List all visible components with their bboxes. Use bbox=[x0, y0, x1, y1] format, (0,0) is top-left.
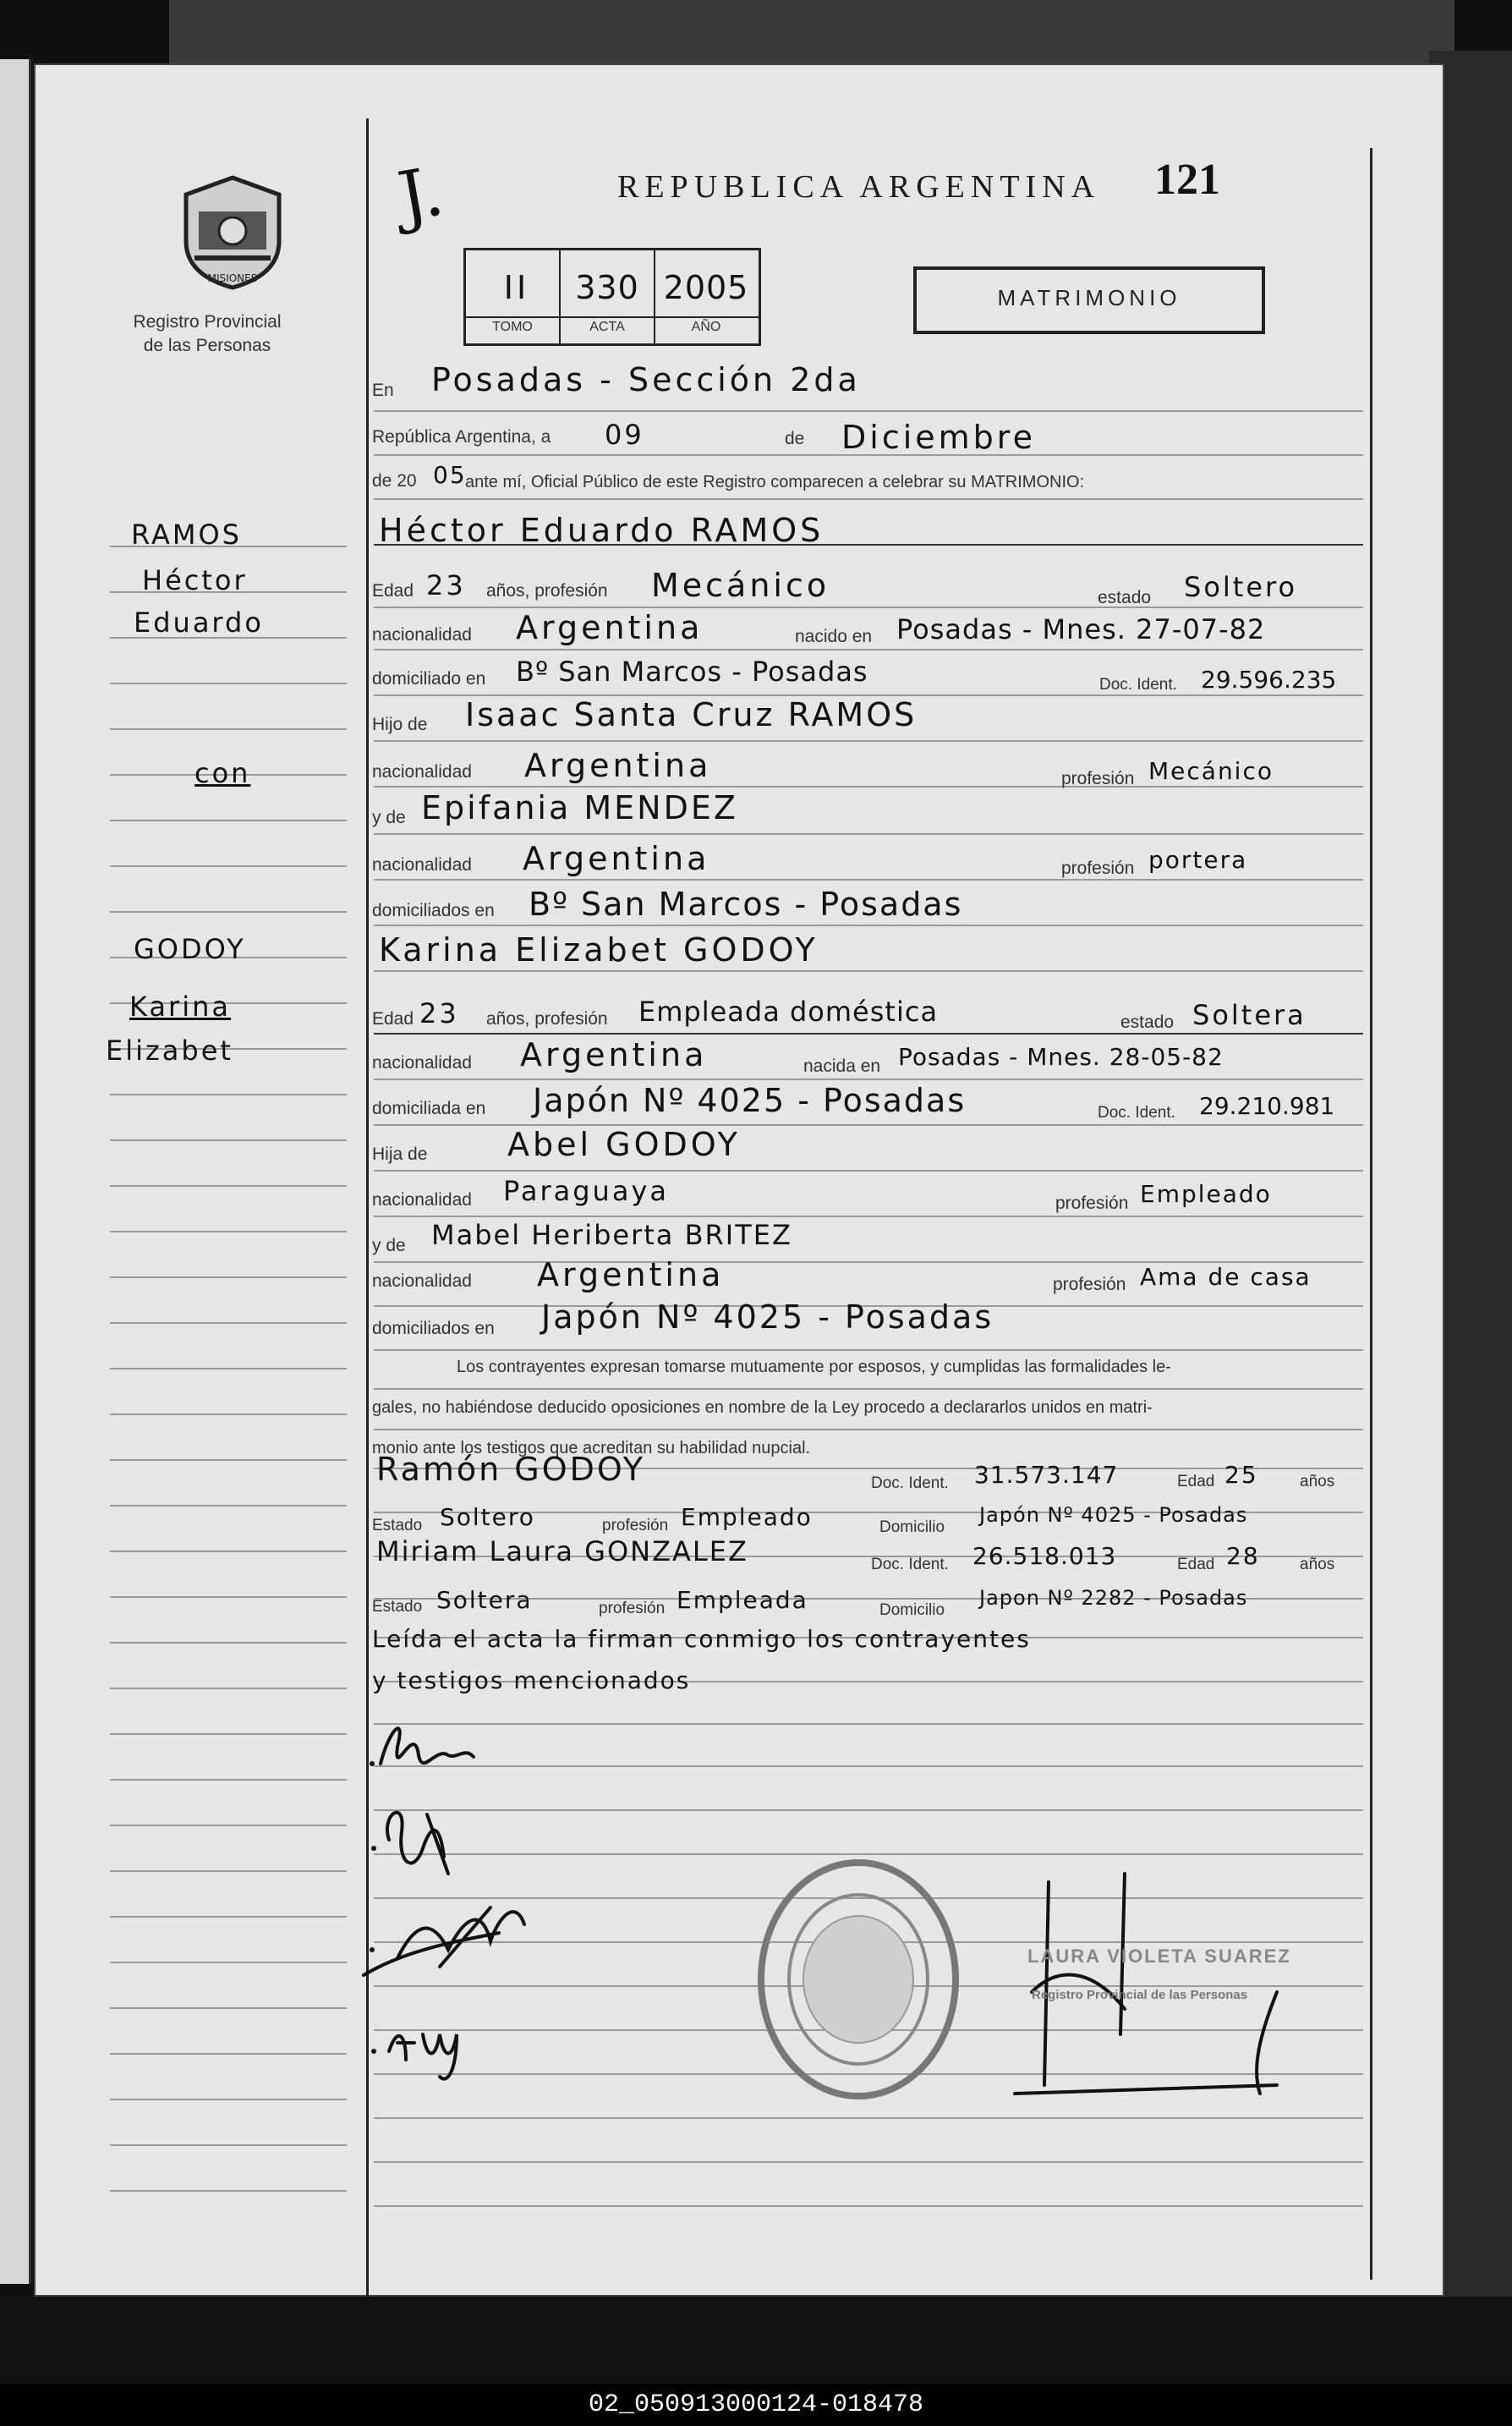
margin-groom-given-2: Eduardo bbox=[134, 606, 264, 639]
label-witness-2-anos: años bbox=[1300, 1556, 1335, 1573]
witness-1-age: 25 bbox=[1224, 1461, 1258, 1489]
label-witness-1-edad: Edad bbox=[1177, 1473, 1215, 1490]
bride-father: Abel GODOY bbox=[507, 1126, 741, 1163]
record-box bbox=[463, 248, 761, 346]
groom-doc-number: 29.596.235 bbox=[1201, 666, 1337, 694]
body-rule bbox=[374, 2161, 1363, 2163]
label-groom-parents-dom: domiciliados en bbox=[372, 901, 495, 920]
signatures-group bbox=[355, 1696, 643, 2094]
label-groom-father-nat: nacionalidad bbox=[372, 762, 472, 782]
witness-2-marital: Soltera bbox=[436, 1586, 533, 1614]
label-de-year: de 20 bbox=[372, 471, 417, 491]
label-witness-2-profesion: profesión bbox=[599, 1600, 666, 1617]
label-witness-2-estado: Estado bbox=[372, 1598, 423, 1616]
bride-mother: Mabel Heriberta BRITEZ bbox=[431, 1219, 792, 1251]
signature-2 bbox=[387, 1813, 448, 1874]
body-rule bbox=[374, 2205, 1363, 2207]
groom-marital-status: Soltero bbox=[1184, 571, 1298, 603]
margin-rule bbox=[110, 1139, 347, 1141]
bride-father-profession: Empleado bbox=[1140, 1180, 1272, 1208]
registry-name: Registro Provincial de las Personas bbox=[133, 312, 282, 355]
provincial-seal-icon bbox=[178, 173, 288, 292]
label-witness-1-profesion: profesión bbox=[602, 1517, 669, 1534]
intro-year-suffix: 05 bbox=[433, 461, 467, 489]
body-rule bbox=[374, 1033, 1363, 1035]
label-bride-nacida: nacida en bbox=[803, 1057, 881, 1076]
margin-rule bbox=[110, 1825, 347, 1826]
acta-value: 330 bbox=[575, 269, 639, 306]
label-bride-hija: Hija de bbox=[372, 1144, 428, 1164]
groom-age: 23 bbox=[426, 569, 466, 601]
margin-rule bbox=[110, 820, 347, 821]
label-groom-y-de: y de bbox=[372, 808, 406, 827]
witness-2-address: Japon Nº 2282 - Posadas bbox=[979, 1586, 1248, 1610]
margin-rule bbox=[110, 1688, 347, 1689]
margin-rule bbox=[110, 911, 347, 913]
label-bride-mother-nat: nacionalidad bbox=[372, 1271, 472, 1291]
bride-mother-profession: Ama de casa bbox=[1140, 1263, 1312, 1291]
margin-rule bbox=[110, 1459, 347, 1461]
groom-father-nationality: Argentina bbox=[524, 747, 712, 784]
margin-rule bbox=[110, 2007, 347, 2009]
body-rule bbox=[374, 410, 1363, 412]
body-rule bbox=[374, 649, 1363, 650]
witness-2-age: 28 bbox=[1226, 1542, 1260, 1570]
footer-caption: 02_050913000124-018478 bbox=[0, 2384, 1512, 2426]
margin-groom-given-1: Héctor bbox=[142, 564, 248, 596]
groom-address: Bº San Marcos - Posadas bbox=[516, 656, 868, 688]
ano-value: 2005 bbox=[663, 269, 749, 306]
groom-nationality: Argentina bbox=[516, 609, 704, 646]
ano-label: AÑO bbox=[691, 320, 721, 334]
label-witness-1-doc: Doc. Ident. bbox=[871, 1474, 949, 1492]
seal-word: MISIONES bbox=[207, 272, 258, 284]
body-rule bbox=[374, 498, 1363, 500]
groom-father-profession: Mecánico bbox=[1148, 757, 1274, 785]
acta-label: ACTA bbox=[589, 320, 625, 334]
bride-father-nationality: Paraguaya bbox=[503, 1175, 669, 1207]
margin-rule bbox=[110, 1733, 347, 1735]
margin-rule bbox=[110, 1642, 347, 1644]
declaration-line-3: monio ante los testigos que acreditan su habilidad nupcial. bbox=[372, 1439, 811, 1457]
groom-profession: Mecánico bbox=[651, 567, 830, 604]
bride-age: 23 bbox=[419, 997, 459, 1029]
margin-rule bbox=[110, 2190, 347, 2192]
bride-address: Japón Nº 4025 - Posadas bbox=[533, 1082, 967, 1119]
groom-mother-nationality: Argentina bbox=[523, 840, 710, 877]
margin-rule bbox=[110, 1916, 347, 1918]
witness-1-marital: Soltero bbox=[440, 1503, 535, 1531]
label-witness-2-edad: Edad bbox=[1177, 1556, 1215, 1573]
margin-rule bbox=[110, 1094, 347, 1095]
signature-3 bbox=[364, 1907, 524, 1975]
right-border bbox=[1370, 148, 1372, 2280]
body-rule bbox=[374, 879, 1363, 881]
intro-day: 09 bbox=[605, 419, 644, 451]
label-witness-1-domicilio: Domicilio bbox=[879, 1518, 945, 1536]
label-groom-domiciliado: domiciliado en bbox=[372, 669, 486, 689]
official-stamp-name: LAURA VIOLETA SUAREZ bbox=[1027, 1946, 1291, 1967]
left-page-edge bbox=[0, 59, 31, 2284]
margin-connector: con bbox=[194, 757, 251, 789]
margin-rule bbox=[110, 1962, 347, 1963]
groom-mother-profession: portera bbox=[1148, 846, 1248, 874]
label-bride-domiciliada: domiciliada en bbox=[372, 1099, 486, 1118]
bride-birth: Posadas - Mnes. 28-05-82 bbox=[898, 1043, 1224, 1071]
label-bride-edad: Edad bbox=[372, 1009, 414, 1029]
label-bride-nacionalidad: nacionalidad bbox=[372, 1053, 472, 1073]
initial-mark: J. bbox=[392, 151, 449, 237]
body-rule bbox=[374, 1429, 1363, 1430]
label-groom-nacionalidad: nacionalidad bbox=[372, 625, 472, 645]
label-witness-1-estado: Estado bbox=[372, 1517, 423, 1534]
body-rule bbox=[374, 1079, 1363, 1080]
label-de: de bbox=[785, 429, 805, 448]
witness-2-profession: Empleada bbox=[677, 1586, 808, 1614]
bride-doc-number: 29.210.981 bbox=[1199, 1092, 1335, 1120]
body-rule bbox=[374, 970, 1363, 972]
margin-rule bbox=[110, 865, 347, 867]
groom-mother: Epifania MENDEZ bbox=[421, 789, 738, 826]
label-republica: República Argentina, a bbox=[372, 427, 551, 447]
label-bride-doc: Doc. Ident. bbox=[1098, 1104, 1175, 1122]
groom-birth: Posadas - Mnes. 27-07-82 bbox=[896, 613, 1266, 645]
register-page bbox=[34, 63, 1444, 2297]
document-type-box bbox=[913, 266, 1265, 334]
margin-groom-surname: RAMOS bbox=[131, 519, 242, 551]
tomo-value: II bbox=[503, 269, 530, 306]
witness-1-profession: Empleado bbox=[681, 1503, 813, 1531]
margin-rule bbox=[110, 1231, 347, 1232]
label-groom-father-prof: profesión bbox=[1061, 769, 1135, 788]
margin-rule bbox=[110, 1505, 347, 1507]
groom-full-name: Héctor Eduardo RAMOS bbox=[379, 512, 824, 549]
bride-profession: Empleada doméstica bbox=[638, 996, 939, 1028]
intro-month: Diciembre bbox=[841, 419, 1036, 456]
witness-2-doc: 26.518.013 bbox=[972, 1542, 1117, 1570]
margin-rule bbox=[110, 2144, 347, 2146]
body-rule bbox=[374, 925, 1363, 926]
body-rule bbox=[374, 1216, 1363, 1217]
closing-line-2: y testigos mencionados bbox=[372, 1666, 691, 1694]
margin-rule bbox=[110, 1870, 347, 1872]
label-bride-father-prof: profesión bbox=[1055, 1194, 1129, 1213]
margin-rule bbox=[110, 683, 347, 684]
label-groom-nacido: nacido en bbox=[795, 627, 873, 646]
witness-1-name: Ramón GODOY bbox=[376, 1451, 645, 1488]
official-stamp-role: Registro Provincial de las Personas bbox=[1032, 1988, 1248, 2002]
body-rule bbox=[374, 1349, 1363, 1351]
label-groom-hijo: Hijo de bbox=[372, 715, 428, 734]
margin-rule bbox=[110, 2099, 347, 2100]
label-witness-2-domicilio: Domicilio bbox=[879, 1601, 945, 1619]
label-ante: ante mí, Oficial Público de este Registro comparecen a celebrar su MATRIMONIO: bbox=[465, 473, 1085, 491]
bride-parents-address: Japón Nº 4025 - Posadas bbox=[541, 1298, 994, 1336]
bride-mother-nationality: Argentina bbox=[537, 1256, 725, 1293]
margin-rule bbox=[110, 1551, 347, 1552]
label-groom-anos: años, profesión bbox=[486, 581, 608, 601]
margin-rule bbox=[110, 1185, 347, 1187]
body-rule bbox=[374, 1388, 1363, 1390]
declaration-line-2: gales, no habiéndose deducido oposiciones en nombre de la Ley procedo a declararlos unidos en matri- bbox=[372, 1398, 1153, 1417]
tomo-label: TOMO bbox=[492, 320, 533, 334]
page-number: 121 bbox=[1154, 156, 1220, 204]
groom-parents-address: Bº San Marcos - Posadas bbox=[529, 886, 963, 923]
margin-rule bbox=[110, 1368, 347, 1369]
label-bride-father-nat: nacionalidad bbox=[372, 1190, 472, 1210]
bottom-scan-edge bbox=[0, 2297, 1512, 2381]
margin-rule bbox=[110, 1276, 347, 1278]
body-rule bbox=[374, 1170, 1363, 1172]
label-witness-1-anos: años bbox=[1300, 1473, 1335, 1490]
body-rule bbox=[374, 833, 1363, 835]
witness-1-address: Japón Nº 4025 - Posadas bbox=[979, 1503, 1248, 1527]
label-bride-estado: estado bbox=[1120, 1013, 1175, 1032]
witness-1-doc: 31.573.147 bbox=[974, 1461, 1119, 1489]
margin-rule bbox=[110, 1413, 347, 1415]
label-groom-doc: Doc. Ident. bbox=[1099, 676, 1177, 694]
label-groom-edad: Edad bbox=[372, 581, 414, 601]
label-bride-y-de: y de bbox=[372, 1236, 406, 1255]
label-witness-2-doc: Doc. Ident. bbox=[871, 1556, 949, 1573]
bride-full-name: Karina Elizabet GODOY bbox=[379, 931, 819, 969]
margin-rule bbox=[110, 1322, 347, 1324]
document-type: MATRIMONIO bbox=[997, 285, 1181, 310]
label-bride-mother-prof: profesión bbox=[1053, 1275, 1126, 1294]
bride-nationality: Argentina bbox=[520, 1036, 708, 1073]
witness-2-name: Miriam Laura GONZALEZ bbox=[376, 1535, 748, 1567]
label-en: En bbox=[372, 381, 394, 400]
body-rule bbox=[374, 740, 1363, 742]
official-seal-icon bbox=[748, 1852, 968, 2106]
signature-1 bbox=[381, 1728, 474, 1764]
margin-bride-given-1: Karina bbox=[129, 991, 231, 1023]
label-groom-mother-nat: nacionalidad bbox=[372, 855, 472, 875]
margin-rule bbox=[110, 1779, 347, 1781]
label-bride-parents-dom: domiciliados en bbox=[372, 1319, 495, 1338]
margin-rule bbox=[110, 728, 347, 730]
label-groom-estado: estado bbox=[1098, 588, 1152, 607]
label-bride-anos: años, profesión bbox=[486, 1009, 608, 1029]
margin-bride-given-2: Elizabet bbox=[106, 1035, 233, 1067]
body-rule bbox=[374, 786, 1363, 788]
body-rule bbox=[374, 606, 1363, 608]
signature-4 bbox=[389, 2034, 457, 2079]
margin-bride-surname: GODOY bbox=[134, 933, 246, 965]
margin-rule bbox=[110, 2053, 347, 2055]
closing-line-1: Leída el acta la firman conmigo los contrayentes bbox=[372, 1625, 1031, 1653]
groom-father: Isaac Santa Cruz RAMOS bbox=[465, 696, 918, 733]
margin-rule bbox=[110, 1596, 347, 1598]
declaration-line-1: Los contrayentes expresan tomarse mutuamente por esposos, y cumplidas las formalidades le- bbox=[457, 1358, 1171, 1376]
country-heading: REPUBLICA ARGENTINA bbox=[617, 169, 1101, 205]
book-top-edge bbox=[169, 0, 1454, 63]
label-groom-mother-prof: profesión bbox=[1061, 859, 1135, 878]
intro-place: Posadas - Sección 2da bbox=[431, 361, 861, 398]
bride-marital-status: Soltera bbox=[1192, 999, 1307, 1031]
